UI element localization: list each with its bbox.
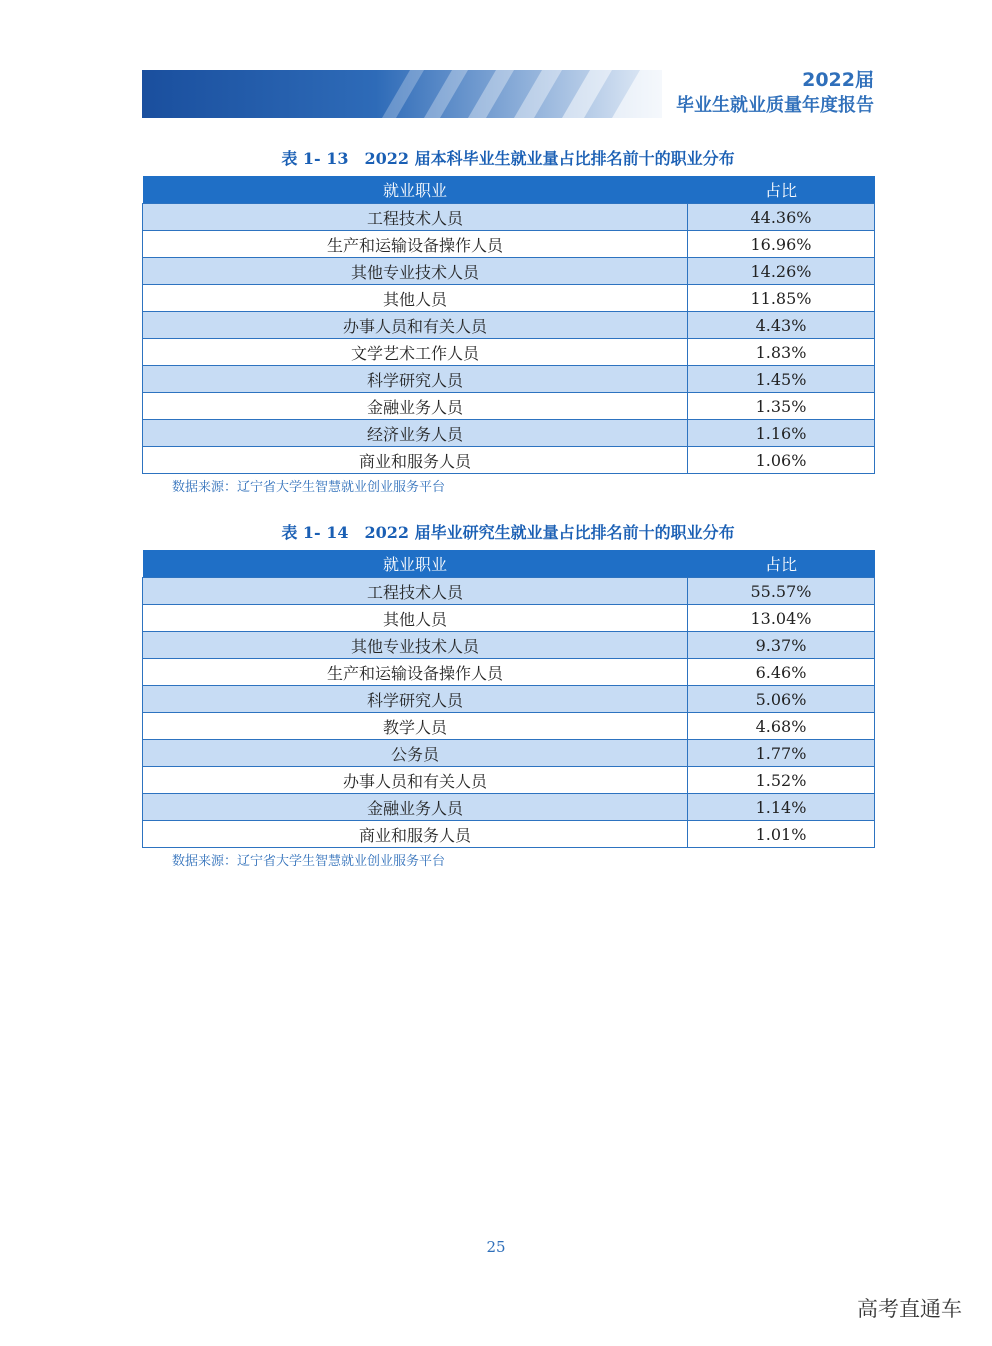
cell-occupation: 文学艺术工作人员 <box>143 339 688 366</box>
cell-share: 1.52% <box>688 767 875 794</box>
cell-occupation: 办事人员和有关人员 <box>143 312 688 339</box>
cell-share: 1.77% <box>688 740 875 767</box>
cell-occupation: 教学人员 <box>143 713 688 740</box>
cell-occupation: 商业和服务人员 <box>143 447 688 474</box>
cell-occupation: 金融业务人员 <box>143 794 688 821</box>
table-header-row <box>143 176 875 204</box>
table-row <box>143 794 875 821</box>
cell-share: 55.57% <box>688 578 875 605</box>
cell-share: 1.83% <box>688 339 875 366</box>
table-row <box>143 578 875 605</box>
table-caption <box>142 146 874 169</box>
cell-share: 14.26% <box>688 258 875 285</box>
table-row <box>143 339 875 366</box>
cell-share: 1.06% <box>688 447 875 474</box>
table-caption <box>142 520 874 543</box>
cell-share: 5.06% <box>688 686 875 713</box>
watermark-text: 高考直通车 <box>857 1297 962 1321</box>
occupation-table-graduate <box>142 550 875 848</box>
table-row <box>143 258 875 285</box>
column-header-share: 占比 <box>688 550 875 578</box>
column-header-occupation: 就业职业 <box>143 176 688 204</box>
cell-share: 1.45% <box>688 366 875 393</box>
header-banner <box>142 70 662 118</box>
cell-share: 4.68% <box>688 713 875 740</box>
report-year: 2022届 <box>802 69 874 91</box>
table-title: 2022 届毕业研究生就业量占比排名前十的职业分布 <box>364 523 735 542</box>
cell-occupation: 其他人员 <box>143 605 688 632</box>
cell-share: 4.43% <box>688 312 875 339</box>
cell-share: 1.16% <box>688 420 875 447</box>
cell-occupation: 商业和服务人员 <box>143 821 688 848</box>
cell-share: 1.01% <box>688 821 875 848</box>
cell-occupation: 其他人员 <box>143 285 688 312</box>
cell-occupation: 其他专业技术人员 <box>143 258 688 285</box>
cell-occupation: 工程技术人员 <box>143 578 688 605</box>
data-source-note: 数据来源：辽宁省大学生智慧就业创业服务平台 <box>172 854 446 869</box>
table-row <box>143 659 875 686</box>
report-name: 毕业生就业质量年度报告 <box>676 95 874 116</box>
table-number: 表 1- 13 <box>281 149 349 168</box>
table-number: 表 1- 14 <box>281 523 349 542</box>
cell-share: 1.14% <box>688 794 875 821</box>
cell-occupation: 金融业务人员 <box>143 393 688 420</box>
table-row <box>143 366 875 393</box>
cell-share: 13.04% <box>688 605 875 632</box>
cell-occupation: 其他专业技术人员 <box>143 632 688 659</box>
table-row <box>143 231 875 258</box>
table-row <box>143 767 875 794</box>
table-row <box>143 605 875 632</box>
cell-share: 44.36% <box>688 204 875 231</box>
table-row <box>143 420 875 447</box>
cell-occupation: 生产和运输设备操作人员 <box>143 659 688 686</box>
table-header-row <box>143 550 875 578</box>
cell-share: 16.96% <box>688 231 875 258</box>
occupation-table-undergrad <box>142 176 875 474</box>
cell-occupation: 经济业务人员 <box>143 420 688 447</box>
table-row <box>143 713 875 740</box>
cell-share: 11.85% <box>688 285 875 312</box>
cell-occupation: 科学研究人员 <box>143 686 688 713</box>
table-title: 2022 届本科毕业生就业量占比排名前十的职业分布 <box>364 149 735 168</box>
table-row <box>143 393 875 420</box>
report-title-block <box>676 68 874 118</box>
cell-occupation: 生产和运输设备操作人员 <box>143 231 688 258</box>
cell-share: 1.35% <box>688 393 875 420</box>
table-row <box>143 204 875 231</box>
table-row <box>143 632 875 659</box>
table-row <box>143 447 875 474</box>
cell-occupation: 办事人员和有关人员 <box>143 767 688 794</box>
cell-share: 9.37% <box>688 632 875 659</box>
page-number: 25 <box>486 1238 506 1256</box>
table-row <box>143 686 875 713</box>
table-row <box>143 740 875 767</box>
table-row <box>143 312 875 339</box>
cell-share: 6.46% <box>688 659 875 686</box>
cell-occupation: 科学研究人员 <box>143 366 688 393</box>
data-source-note: 数据来源：辽宁省大学生智慧就业创业服务平台 <box>172 480 446 495</box>
column-header-share: 占比 <box>688 176 875 204</box>
table-row <box>143 285 875 312</box>
column-header-occupation: 就业职业 <box>143 550 688 578</box>
table-row <box>143 821 875 848</box>
cell-occupation: 公务员 <box>143 740 688 767</box>
cell-occupation: 工程技术人员 <box>143 204 688 231</box>
